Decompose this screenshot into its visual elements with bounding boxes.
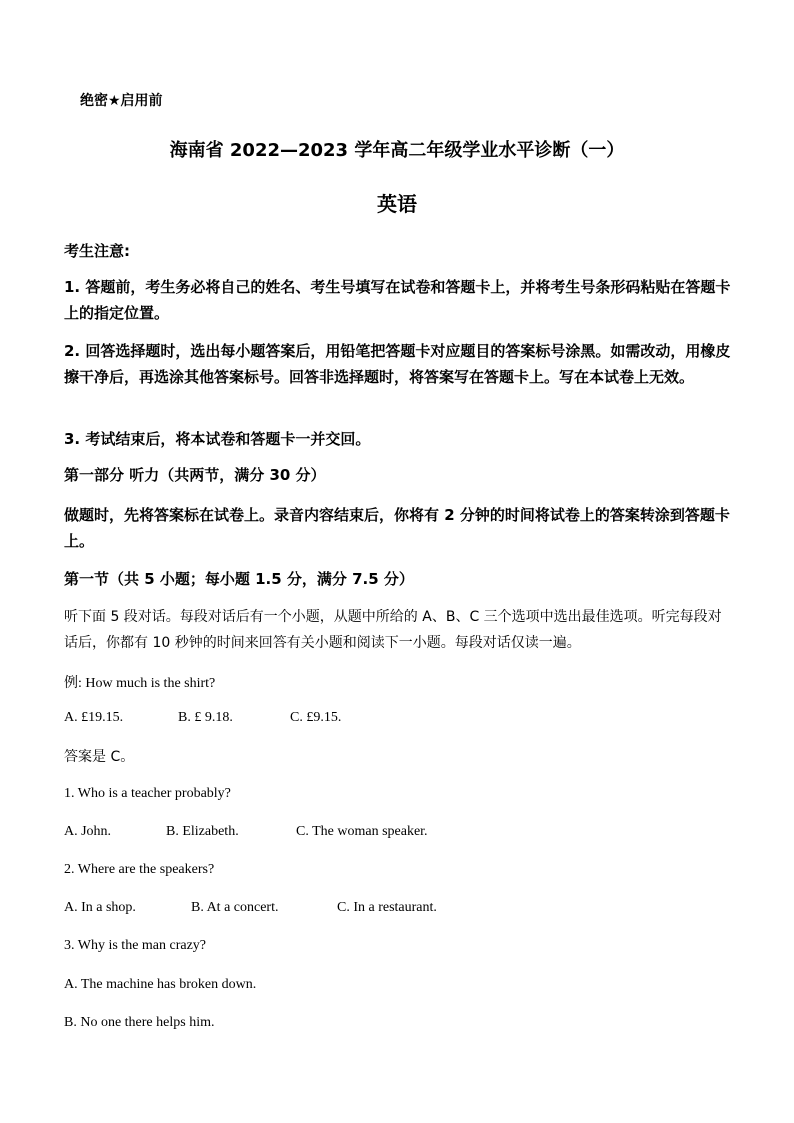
section1-heading: 第一节（共 5 小题；每小题 1.5 分，满分 7.5 分） xyxy=(64,570,414,588)
subject-title: 英语 xyxy=(377,192,417,216)
notice-heading: 考生注意: xyxy=(64,242,130,260)
q2-option-b: B. At a concert. xyxy=(191,900,279,915)
part1-heading: 第一部分 听力（共两节，满分 30 分） xyxy=(64,466,326,484)
part1-instruction: 做题时，先将答案标在试卷上。录音内容结束后，你将有 2 分钟的时间将试卷上的答案转涂到答题卡上。 xyxy=(64,506,730,550)
q3-option-a: A. The machine has broken down. xyxy=(64,977,257,992)
example-question: 例: How much is the shirt? xyxy=(64,676,216,691)
notice-item-2: 2. 回答选择题时，选出每小题答案后，用铅笔把答题卡对应题目的答案标号涂黑。如需改动，用橡皮擦干净后，再选涂其他答案标号。回答非选择题时，将答案写在答题卡上。写在本试卷上无效。 xyxy=(64,342,731,386)
exam-title: 海南省 2022—2023 学年高二年级学业水平诊断（一） xyxy=(169,140,625,161)
question-3: 3. Why is the man crazy? xyxy=(64,938,207,953)
question-2: 2. Where are the speakers? xyxy=(64,862,215,877)
q2-option-a: A. In a shop. xyxy=(64,900,136,915)
q1-option-b: B. Elizabeth. xyxy=(166,824,239,839)
example-answer: 答案是 C。 xyxy=(64,749,135,765)
q1-option-a: A. John. xyxy=(64,824,112,839)
q1-option-c: C. The woman speaker. xyxy=(296,824,428,839)
section1-instruction: 听下面 5 段对话。每段对话后有一个小题，从题中所给的 A、B、C 三个选项中选出最佳选项。听完每段对话后，你都有 10 秒钟的时间来回答有关小题和阅读下一小题。每段对话仅读一遍。 xyxy=(64,609,722,651)
question-1: 1. Who is a teacher probably? xyxy=(64,786,231,801)
q3-option-b: B. No one there helps him. xyxy=(64,1015,215,1030)
notice-item-1: 1. 答题前，考生务必将自己的姓名、考生号填写在试卷和答题卡上，并将考生号条形码粘贴在答题卡上的指定位置。 xyxy=(64,278,731,322)
q2-option-c: C. In a restaurant. xyxy=(337,900,437,915)
confidential-label: 绝密★启用前 xyxy=(80,93,163,109)
example-option-c: C. £9.15. xyxy=(290,710,342,725)
example-option-b: B. £ 9.18. xyxy=(178,710,233,725)
notice-item-3: 3. 考试结束后，将本试卷和答题卡一并交回。 xyxy=(64,430,371,448)
example-option-a: A. £19.15. xyxy=(64,710,124,725)
